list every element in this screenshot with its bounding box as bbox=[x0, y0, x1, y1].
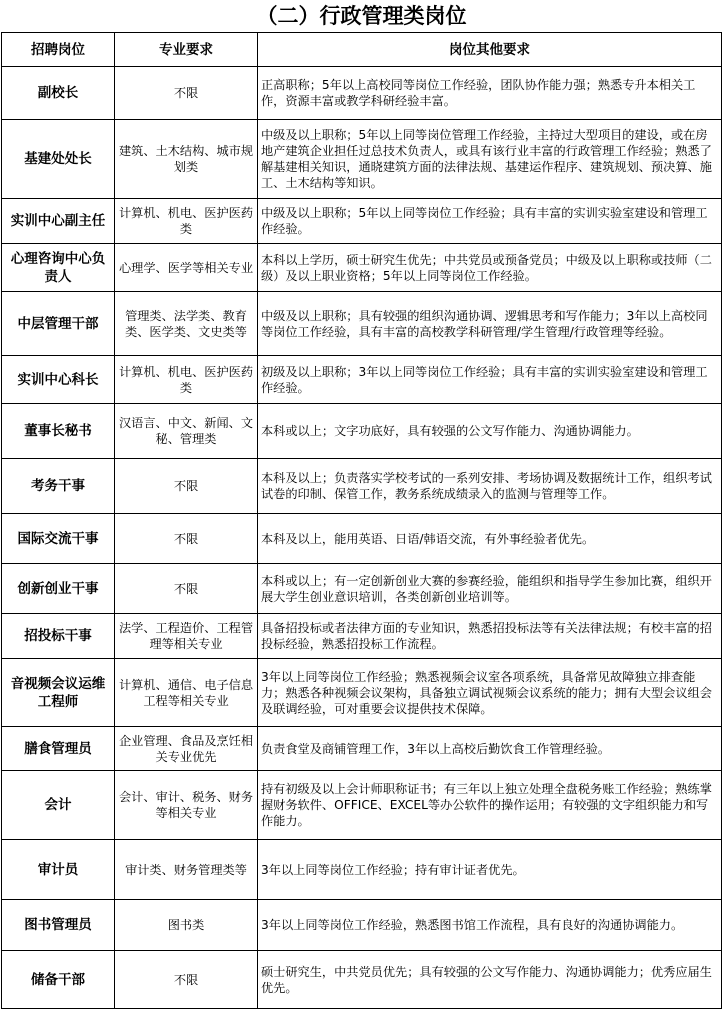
position-cell: 图书管理员 bbox=[2, 900, 115, 951]
table-row bbox=[2, 120, 722, 199]
table-row bbox=[2, 614, 722, 659]
position-cell: 基建处处长 bbox=[2, 120, 115, 199]
table-row bbox=[2, 727, 722, 771]
position-cell: 国际交流干事 bbox=[2, 514, 115, 564]
table-row bbox=[2, 900, 722, 951]
position-cell: 膳食管理员 bbox=[2, 727, 115, 771]
requirement-cell: 本科及以上，能用英语、日语/韩语交流，有外事经验者优先。 bbox=[258, 514, 722, 564]
table-row bbox=[2, 514, 722, 564]
major-cell: 建筑、土木结构、城市规划类 bbox=[115, 120, 258, 199]
position-cell: 招投标干事 bbox=[2, 614, 115, 659]
table-row bbox=[2, 404, 722, 459]
major-cell: 汉语言、中文、新闻、文秘、管理类 bbox=[115, 404, 258, 459]
position-cell: 创新创业干事 bbox=[2, 564, 115, 614]
major-cell: 不限 bbox=[115, 514, 258, 564]
requirement-cell: 中级及以上职称；5年以上同等岗位工作经验；具有丰富的实训实验室建设和管理工作经验。 bbox=[258, 199, 722, 244]
table-row bbox=[2, 292, 722, 356]
requirement-cell: 3年以上同等岗位工作经验；持有审计证者优先。 bbox=[258, 840, 722, 900]
major-cell: 法学、工程造价、工程管理等相关专业 bbox=[115, 614, 258, 659]
position-cell: 会计 bbox=[2, 771, 115, 840]
major-cell: 企业管理、食品及烹饪相关专业优先 bbox=[115, 727, 258, 771]
table-row bbox=[2, 244, 722, 292]
position-cell: 审计员 bbox=[2, 840, 115, 900]
major-cell: 管理类、法学类、教育类、医学类、文史类等 bbox=[115, 292, 258, 356]
major-cell: 计算机、机电、医护医药类 bbox=[115, 356, 258, 404]
position-cell: 储备干部 bbox=[2, 951, 115, 1009]
major-cell: 图书类 bbox=[115, 900, 258, 951]
table-row bbox=[2, 356, 722, 404]
page-title: （二）行政管理类岗位 bbox=[256, 4, 467, 28]
header-position: 招聘岗位 bbox=[2, 33, 115, 67]
table-row bbox=[2, 771, 722, 840]
major-cell: 会计、审计、税务、财务等相关专业 bbox=[115, 771, 258, 840]
job-table bbox=[1, 32, 722, 1009]
requirement-cell: 中级及以上职称；5年以上同等岗位管理工作经验，主持过大型项目的建设，或在房地产建筑企业担任过总技术负责人，或具有该行业丰富的行政管理工作经验；熟悉了解基建相关知识，通晓建筑方面的法律法规、基建运作程序、建筑规划、预决算、施工、土木结构等知识。 bbox=[258, 120, 722, 199]
position-cell: 实训中心副主任 bbox=[2, 199, 115, 244]
position-cell: 副校长 bbox=[2, 67, 115, 120]
major-cell: 计算机、机电、医护医药类 bbox=[115, 199, 258, 244]
requirement-cell: 初级及以上职称；3年以上同等岗位工作经验；具有丰富的实训实验室建设和管理工作经验。 bbox=[258, 356, 722, 404]
table-row bbox=[2, 951, 722, 1009]
requirement-cell: 中级及以上职称；具有较强的组织沟通协调、逻辑思考和写作能力；3年以上高校同等岗位工作经验，具有丰富的高校教学科研管理/学生管理/行政管理等经验。 bbox=[258, 292, 722, 356]
requirement-cell: 正高职称；5年以上高校同等岗位工作经验，团队协作能力强；熟悉专升本相关工作，资源丰富或教学科研经验丰富。 bbox=[258, 67, 722, 120]
position-cell: 心理咨询中心负责人 bbox=[2, 244, 115, 292]
header-requirement: 岗位其他要求 bbox=[258, 33, 722, 67]
requirement-cell: 具备招投标或者法律方面的专业知识，熟悉招投标法等有关法律法规；有校丰富的招投标经验，熟悉招投标工作流程。 bbox=[258, 614, 722, 659]
major-cell: 计算机、通信、电子信息工程等相关专业 bbox=[115, 659, 258, 727]
major-cell: 不限 bbox=[115, 564, 258, 614]
table-row bbox=[2, 564, 722, 614]
major-cell: 不限 bbox=[115, 67, 258, 120]
position-cell: 中层管理干部 bbox=[2, 292, 115, 356]
major-cell: 不限 bbox=[115, 951, 258, 1009]
requirement-cell: 3年以上同等岗位工作经验，熟悉图书馆工作流程，具有良好的沟通协调能力。 bbox=[258, 900, 722, 951]
header-major: 专业要求 bbox=[115, 33, 258, 67]
table-header-row bbox=[2, 33, 722, 67]
requirement-cell: 本科以上学历，硕士研究生优先；中共党员或预备党员；中级及以上职称或技师（二级）及以上职业资格；5年以上同等岗位工作经验。 bbox=[258, 244, 722, 292]
requirement-cell: 本科或以上；文字功底好，具有较强的公文写作能力、沟通协调能力。 bbox=[258, 404, 722, 459]
table-row bbox=[2, 459, 722, 514]
requirement-cell: 负责食堂及商铺管理工作，3年以上高校后勤饮食工作管理经验。 bbox=[258, 727, 722, 771]
position-cell: 董事长秘书 bbox=[2, 404, 115, 459]
position-cell: 实训中心科长 bbox=[2, 356, 115, 404]
requirement-cell: 本科或以上；有一定创新创业大赛的参赛经验，能组织和指导学生参加比赛，组织开展大学生创业意识培训，各类创新创业培训等。 bbox=[258, 564, 722, 614]
position-cell: 音视频会议运维工程师 bbox=[2, 659, 115, 727]
major-cell: 不限 bbox=[115, 459, 258, 514]
requirement-cell: 3年以上同等岗位工作经验；熟悉视频会议室各项系统，具备常见故障独立排查能力；熟悉各种视频会议架构，具备独立调试视频会议系统的能力；拥有大型会议组会及联调经验，可对重要会议提供技术保障。 bbox=[258, 659, 722, 727]
major-cell: 心理学、医学等相关专业 bbox=[115, 244, 258, 292]
requirement-cell: 硕士研究生，中共党员优先；具有较强的公文写作能力、沟通协调能力；优秀应届生优先。 bbox=[258, 951, 722, 1009]
requirement-cell: 本科及以上；负责落实学校考试的一系列安排、考场协调及数据统计工作，组织考试试卷的印制、保管工作，教务系统成绩录入的监测与管理等工作。 bbox=[258, 459, 722, 514]
table-row bbox=[2, 199, 722, 244]
requirement-cell: 持有初级及以上会计师职称证书；有三年以上独立处理全盘税务账工作经验；熟练掌握财务软件、OFFICE、EXCEL等办公软件的操作运用；有较强的文字组织能力和写作能力。 bbox=[258, 771, 722, 840]
table-row bbox=[2, 67, 722, 120]
major-cell: 审计类、财务管理类等 bbox=[115, 840, 258, 900]
table-row bbox=[2, 840, 722, 900]
table-row bbox=[2, 659, 722, 727]
position-cell: 考务干事 bbox=[2, 459, 115, 514]
